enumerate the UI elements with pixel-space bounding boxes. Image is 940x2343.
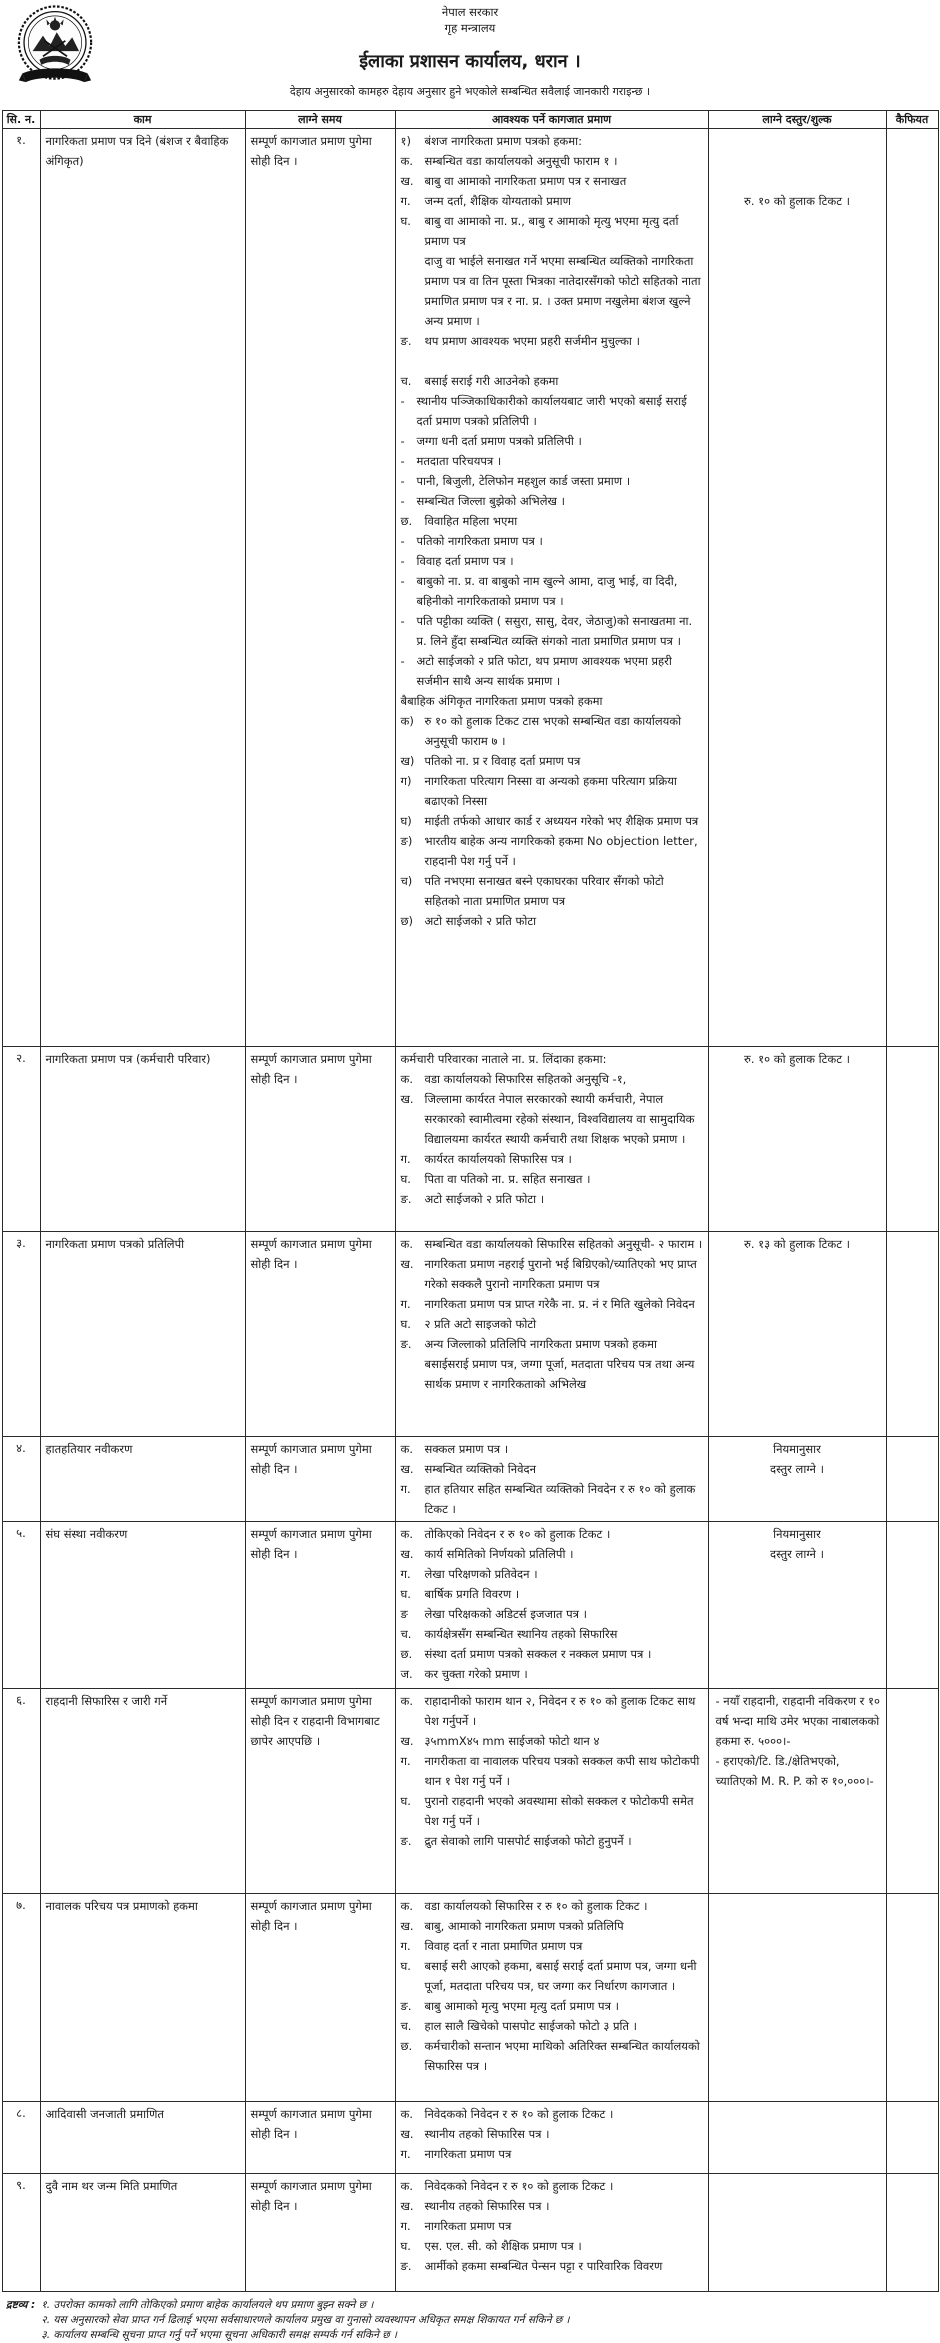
doc-item-label: क. (400, 1527, 413, 1541)
doc-item-text: पिता वा पतिको ना. प्र. सहित सनाखत । (424, 1172, 591, 1186)
document-header (0, 0, 940, 106)
doc-item-text: बार्षिक प्रगति विवरण । (424, 1587, 520, 1601)
doc-item-text: बाबु, आमाको नागरिकता प्रमाण पत्रको प्रतिलिपि (424, 1919, 624, 1933)
doc-item-label: ख. (400, 1092, 414, 1106)
doc-item (401, 431, 703, 451)
doc-item (401, 211, 703, 251)
doc-item-label: घ. (400, 1959, 411, 1973)
doc-item-text: लेखा परिक्षकको अडिटर्स इजजात पत्र । (424, 1607, 588, 1621)
doc-item-text: कार्यरत कार्यालयको सिफारिस पत्र । (424, 1152, 572, 1166)
doc-item-text: आर्मीको हकमा सम्बन्धित पेन्सन पट्टा र पारिवारिक विवरण (424, 2259, 663, 2273)
doc-item-label: घ. (400, 1587, 411, 1601)
cell-serial-number: ३. (2, 1232, 40, 1437)
cell-required-documents (395, 1437, 708, 1522)
doc-item (401, 171, 703, 191)
doc-item-label: क. (400, 1237, 413, 1251)
doc-item (401, 691, 703, 711)
doc-item-text: कर्मचारी परिवारका नाताले ना. प्र. लिंदाका हकमा: (400, 1052, 607, 1066)
doc-item (401, 1314, 703, 1334)
cell-remarks (886, 2102, 938, 2174)
footnote-item: २. यस अनुसारको सेवा प्राप्त गर्न ढिलाई भएमा सर्वसाधारणले कार्यालय प्रमुख वा गुनासो व्यवस्थापन अधिकृत समक्ष शिकायत गर्न सकिने छ । (41, 2314, 570, 2326)
doc-item (401, 1624, 703, 1644)
doc-item-label: - (400, 474, 405, 488)
doc-item-label: च. (400, 374, 412, 388)
cell-work: दुवै नाम थर जन्म मिति प्रमाणित (40, 2174, 245, 2292)
doc-item-text: विवाह दर्ता र नाता प्रमाणित प्रमाण पत्र (424, 1939, 583, 1953)
cell-serial-number: ८. (2, 2102, 40, 2174)
doc-item-label: छ) (400, 914, 414, 928)
doc-item-label: ङ. (400, 1834, 412, 1848)
doc-item (401, 2036, 703, 2076)
cell-remarks (886, 1047, 938, 1232)
doc-item (401, 371, 703, 391)
col-header-time: लाग्ने समय (245, 111, 395, 129)
cell-serial-number: ६. (2, 1689, 40, 1894)
doc-item-label: - (400, 554, 405, 568)
cell-remarks (886, 1894, 938, 2102)
doc-item-label: ग. (400, 2219, 411, 2233)
doc-item-text: बसाई सरी आएको हकमा, बसाई सराई दर्ता प्रमाण पत्र, जग्गा धनी पूर्जा, मतदाता परिचय पत्र, घर जग्गा कर निर्धारण कागजात । (424, 1959, 697, 1993)
doc-item (401, 811, 703, 831)
cell-work: नागरिकता प्रमाण पत्र दिने (बंशज र बैवाहिक अंगिकृत) (40, 129, 245, 1047)
doc-item-label: ङ) (400, 834, 413, 848)
doc-item-label: ग. (400, 194, 411, 208)
fee-line: दस्तुर लाग्ने । (770, 1462, 824, 1476)
cell-work: नागरिकता प्रमाण पत्र (कर्मचारी परिवार) (40, 1047, 245, 1232)
doc-item (401, 711, 703, 751)
cell-fee (708, 2102, 886, 2174)
doc-item (401, 2104, 703, 2124)
table-row (2, 2174, 938, 2292)
table-row (2, 1232, 938, 1437)
doc-item-text: भारतीय बाहेक अन्य नागरिकको हकमा No objection letter, राहदानी पेश गर्नु पर्ने । (424, 834, 698, 868)
cell-required-documents (395, 1894, 708, 2102)
table-row (2, 2102, 938, 2174)
table-row (2, 1437, 938, 1522)
doc-item (401, 2196, 703, 2216)
doc-item-text: स्थानीय पञ्जिकाधिकारीको कार्यालयबाट जारी भएको बसाई सराई दर्ता प्रमाण पत्रको प्रतिलिपी । (416, 394, 687, 428)
doc-item-text: अटो साईजको २ प्रति फोटा, थप प्रमाण आवश्यक भएमा प्रहरी सर्जमीन साथै अन्य सार्थक प्रमाण । (416, 654, 672, 688)
doc-item-label: ग. (400, 1297, 411, 1311)
doc-item-label: - (400, 654, 405, 668)
table-row (2, 1689, 938, 1894)
doc-item-text: संस्था दर्ता प्रमाण पत्रको सक्कल र नक्कल प्रमाण पत्र । (424, 1647, 652, 1661)
doc-item-text: बाबु वा आमाको नागरिकता प्रमाण पत्र र सनाखत (424, 174, 627, 188)
doc-item (401, 1459, 703, 1479)
doc-item (401, 1049, 703, 1069)
doc-item (401, 1664, 703, 1684)
footnotes-list (41, 2298, 569, 2343)
doc-item (401, 2124, 703, 2144)
ministry-name: गृह मन्त्रालय (444, 21, 496, 35)
doc-item (401, 1524, 703, 1544)
doc-item-text: बसाई सराई गरी आउनेको हकमा (424, 374, 559, 388)
cell-serial-number: ७. (2, 1894, 40, 2102)
cell-time: सम्पूर्ण कागजात प्रमाण पुगेमा सोही दिन । (245, 1437, 395, 1522)
doc-item-label: - (400, 574, 405, 588)
doc-item (401, 1169, 703, 1189)
doc-item (401, 1996, 703, 2016)
doc-item-label: क. (400, 2179, 413, 2193)
doc-item-text: बाबु आमाको मृत्यु भएमा मृत्यु दर्ता प्रमाण पत्र । (424, 1999, 619, 2013)
doc-item (401, 1479, 703, 1519)
doc-item (401, 151, 703, 171)
doc-item-label: च. (400, 2019, 412, 2033)
doc-item (401, 1334, 703, 1394)
doc-item-label: घ. (400, 1172, 411, 1186)
doc-item-label: छ. (400, 514, 413, 528)
fee-line: नियमानुसार (773, 1527, 821, 1541)
cell-fee (708, 1689, 886, 1894)
doc-item-text: स्थानीय तहको सिफारिस पत्र । (424, 2199, 550, 2213)
cell-required-documents (395, 1047, 708, 1232)
doc-item-label: - (400, 494, 405, 508)
doc-item-label: ङ. (400, 1337, 412, 1351)
doc-item (401, 1564, 703, 1584)
doc-item (401, 531, 703, 551)
doc-item-text: बंशज नागरिकता प्रमाण पत्रको हकमा: (424, 134, 582, 148)
charter-subtitle: देहाय अनुसारको कामहरु देहाय अनुसार हुने भएकोले सम्बन्धित सवैलाई जानकारी गराइन्छ । (289, 85, 651, 98)
table-row (2, 1894, 938, 2102)
doc-item-text: द्रुत सेवाको लागि पासपोर्ट साईजको फोटो हुनुपर्ने । (424, 1834, 632, 1848)
doc-item (401, 451, 703, 471)
doc-item-text: पानी, बिजुली, टेलिफोन महशुल कार्ड जस्ता प्रमाण । (416, 474, 631, 488)
table-row (2, 1047, 938, 1232)
doc-item (401, 491, 703, 511)
doc-item-text: बाबु वा आमाको ना. प्र., बाबु र आमाको मृत्यु भएमा मृत्यु दर्ता प्रमाण पत्र (424, 214, 679, 248)
table-body (2, 129, 938, 2292)
footnote-item: १. उपरोक्त कामको लागि तोकिएको प्रमाण बाहेक कार्यालयले थप प्रमाण बुझ्न सक्ने छ । (41, 2299, 374, 2311)
doc-item-text: २ प्रति अटो साइजको फोटो (424, 1317, 537, 1331)
doc-item-text: सक्कल प्रमाण पत्र । (424, 1442, 509, 1456)
col-header-fee: लाग्ने दस्तुर/शुल्क (708, 111, 886, 129)
doc-item-label: - (400, 614, 405, 628)
doc-item-text: पुरानो राहदानी भएको अवस्थामा सोको सक्कल र फोटोकपी समेत पेश गर्नु पर्ने । (424, 1794, 694, 1828)
cell-remarks (886, 129, 938, 1047)
doc-item (401, 1896, 703, 1916)
doc-item-text: बाबुको ना. प्र. वा बाबुको नाम खुल्ने आमा, दाजु भाई, वा दिदी, बहिनीको नागरिकताको प्रमाण पत्र । (416, 574, 678, 608)
doc-item (401, 2016, 703, 2036)
doc-item-label: ख. (400, 1547, 414, 1561)
col-header-work: काम (40, 111, 245, 129)
doc-item-text: पति पट्टीका व्यक्ति ( ससुरा, सासु, देवर, जेठाजु)को सनाखतमा ना. प्र. लिने हुँदा सम्बन्धित व्यक्ति संगको नाता प्रमाणित प्रमाण पत्र । (416, 614, 693, 648)
cell-fee (708, 1894, 886, 2102)
footnote-item: ३. कार्यालय सम्बन्धि सूचना प्राप्त गर्नु पर्ने भएमा सूचना अधिकारी समक्ष सम्पर्क गर्न सकिने छ । (41, 2329, 397, 2341)
doc-item-text: पतिको ना. प्र र विवाह दर्ता प्रमाण पत्र (424, 754, 581, 768)
doc-item-label: ख. (400, 1734, 414, 1748)
doc-item (401, 1691, 703, 1731)
doc-item (401, 2256, 703, 2276)
doc-item-label: घ. (400, 214, 411, 228)
cell-time: सम्पूर्ण कागजात प्रमाण पुगेमा सोही दिन । (245, 129, 395, 1047)
doc-item (401, 1644, 703, 1664)
doc-item (401, 1604, 703, 1624)
doc-item-label: क) (400, 714, 414, 728)
doc-item-label: क. (400, 1072, 413, 1086)
doc-item-text: नागरिकता प्रमाण नहराई पुरानो भई बिग्रिएको/च्यातिएको भए प्राप्त गरेको सक्कलै पुरानो नागरिकता प्रमाण पत्र (424, 1257, 697, 1291)
cell-work: नावालक परिचय पत्र प्रमाणको हकमा (40, 1894, 245, 2102)
footnotes-label: द्रष्टव्य : (6, 2299, 36, 2311)
doc-item (401, 2216, 703, 2236)
cell-time: सम्पूर्ण कागजात प्रमाण पुगेमा सोही दिन । (245, 1232, 395, 1437)
doc-item-text: अटो साईजको २ प्रति फोटा । (424, 1192, 545, 1206)
doc-item (401, 1791, 703, 1831)
fee-line: रु. १३ को हुलाक टिकट । (743, 1237, 851, 1251)
cell-fee (708, 2174, 886, 2292)
doc-item-text: नागरिकता प्रमाण पत्र (424, 2147, 512, 2161)
doc-item-label: - (400, 434, 405, 448)
doc-item-text: निवेदकको निवेदन र रु १० को हुलाक टिकट । (424, 2107, 614, 2121)
fee-line: - नयाँ राहदानी, राहदानी नविकरण र १० वर्ष भन्दा माथि उमेर भएका नाबालकको हकमा रु. ५०००।- (715, 1694, 881, 1748)
doc-item-label: ज. (400, 1667, 413, 1681)
cell-fee (708, 1522, 886, 1689)
doc-item-label: ङ. (400, 2259, 412, 2273)
doc-item-text: सम्बन्धित जिल्ला बुझेको अभिलेख । (416, 494, 565, 508)
doc-item (401, 1916, 703, 1936)
doc-item (401, 191, 703, 211)
fee-line: - हराएको/टि. डि./क्षेतिभएको, च्यातिएको M. R. P. को रु १०,०००।- (715, 1754, 874, 1788)
cell-fee (708, 1232, 886, 1437)
doc-item-label: क. (400, 1694, 413, 1708)
doc-item-text: सम्बन्धित वडा कार्यालयको सिफारिस सहितको अनुसूची- २ फाराम । (424, 1237, 703, 1251)
doc-item-label: १) (400, 134, 411, 148)
cell-serial-number: १. (2, 129, 40, 1047)
cell-serial-number: ४. (2, 1437, 40, 1522)
doc-item-text: विवाहित महिला भएमा (424, 514, 518, 528)
doc-item-text: विवाह दर्ता प्रमाण पत्र । (416, 554, 514, 568)
col-header-sn: सि. न. (2, 111, 40, 129)
doc-item-label: ङ (400, 1607, 408, 1621)
doc-item-text: हात हतियार सहित सम्बन्धित व्यक्तिको निवदेन र रु १० को हुलाक टिकट । (424, 1482, 696, 1516)
cell-work: हातहतियार नवीकरण (40, 1437, 245, 1522)
doc-item-text: स्थानीय तहको सिफारिस पत्र । (424, 2127, 550, 2141)
doc-item-text: जग्गा धनी दर्ता प्रमाण पत्रको प्रतिलिपी । (416, 434, 582, 448)
col-header-remarks: कैफियत (886, 111, 938, 129)
cell-remarks (886, 1437, 938, 1522)
doc-item (401, 471, 703, 491)
doc-item-label: ग. (400, 1482, 411, 1496)
doc-item-text: जन्म दर्ता, शैक्षिक योग्यताको प्रमाण (424, 194, 571, 208)
doc-item (401, 1731, 703, 1751)
cell-remarks (886, 1689, 938, 1894)
doc-item-label: ङ. (400, 1192, 412, 1206)
doc-item-text: मतदाता परिचयपत्र । (416, 454, 502, 468)
doc-item-text: कार्यक्षेत्रसँग सम्बन्धित स्थानिय तहको सिफारिस (424, 1627, 618, 1641)
doc-item-label: ख. (400, 1257, 414, 1271)
doc-item-text: तोकिएको निवेदन र रु १० को हुलाक टिकट । (424, 1527, 611, 1541)
footnotes (6, 2298, 940, 2343)
table-header (2, 111, 938, 129)
cell-remarks (886, 1232, 938, 1437)
cell-time: सम्पूर्ण कागजात प्रमाण पुगेमा सोही दिन । (245, 1047, 395, 1232)
doc-item (401, 1439, 703, 1459)
doc-item-label: ख. (400, 2127, 414, 2141)
doc-item (401, 831, 703, 871)
doc-item (401, 1069, 703, 1089)
doc-item-text: सम्बन्धित व्यक्तिको निवेदन (424, 1462, 537, 1476)
doc-item (401, 1956, 703, 1996)
doc-item-label: ग) (400, 774, 412, 788)
cell-serial-number: ९. (2, 2174, 40, 2292)
cell-remarks (886, 2174, 938, 2292)
services-table (2, 110, 939, 2292)
doc-item (401, 2236, 703, 2256)
doc-item-text: रु १० को हुलाक टिकट टास भएको सम्बन्धित वडा कार्यालयको अनुसूची फाराम ७ । (424, 714, 682, 748)
table-row (2, 1522, 938, 1689)
doc-item-text: कर्मचारीको सन्तान भएमा माथिको अतिरिक्त सम्बन्धित कार्यालयको सिफारिस पत्र । (424, 2039, 700, 2073)
cell-required-documents (395, 2174, 708, 2292)
doc-item-label: - (400, 394, 405, 408)
cell-work: नागरिकता प्रमाण पत्रको प्रतिलिपी (40, 1232, 245, 1437)
doc-item (401, 871, 703, 911)
fee-line: रु. १० को हुलाक टिकट । (743, 1052, 851, 1066)
doc-item (401, 131, 703, 151)
doc-item (401, 331, 703, 351)
doc-item-text: माईती तर्फको आधार कार्ड र अध्ययन गरेको भए शैक्षिक प्रमाण पत्र (424, 814, 699, 828)
doc-item-label: ङ. (400, 1999, 412, 2013)
doc-item (401, 771, 703, 811)
cell-remarks (886, 1522, 938, 1689)
doc-item-label: - (400, 454, 405, 468)
doc-item (401, 751, 703, 771)
doc-item-label: ग. (400, 1152, 411, 1166)
government-name: नेपाल सरकार (441, 5, 499, 19)
doc-item (401, 571, 703, 611)
cell-serial-number: २. (2, 1047, 40, 1232)
col-header-docs: आवश्यक पर्ने कागजात प्रमाण (395, 111, 708, 129)
doc-item-label: क. (400, 1442, 413, 1456)
doc-item (401, 651, 703, 691)
doc-item-label: छ. (400, 2039, 413, 2053)
doc-item-label: घ. (400, 1317, 411, 1331)
doc-item-text: सम्बन्धित वडा कार्यालयको अनुसूची फाराम १ । (424, 154, 618, 168)
doc-item (401, 2144, 703, 2164)
doc-item (401, 1831, 703, 1851)
doc-item-text: नागरिकता परित्याग निस्सा वा अन्यको हकमा परित्याग प्रक्रिया बढाएको निस्सा (424, 774, 677, 808)
cell-work: राहदानी सिफारिस र जारी गर्ने (40, 1689, 245, 1894)
doc-item-text: थप प्रमाण आवश्यक भएमा प्रहरी सर्जमीन मुचुल्का । (424, 334, 640, 348)
cell-time: सम्पूर्ण कागजात प्रमाण पुगेमा सोही दिन । (245, 2174, 395, 2292)
office-title: ईलाका प्रशासन कार्यालय, धरान । (359, 51, 581, 72)
doc-item-text: लेखा परिक्षणको प्रतिवेदन । (424, 1567, 538, 1581)
doc-item-label: क. (400, 1899, 413, 1913)
doc-item-text: राहादानीको फाराम थान २, निवेदन र रु १० को हुलाक टिकट साथ पेश गर्नुपर्ने । (424, 1694, 696, 1728)
doc-item-label: छ. (400, 1647, 413, 1661)
doc-item (401, 251, 703, 331)
cell-time: सम्पूर्ण कागजात प्रमाण पुगेमा सोही दिन । (245, 2102, 395, 2174)
doc-item-text: दाजु वा भाईले सनाखत गर्ने भएमा सम्बन्धित व्यक्तिको नागरिकता प्रमाण पत्र वा तिन पूस्ता भित्रका नातेदारसँगको फोटो सहितको नाता प्रमाणित प्रमाण पत्र र ना. प्र. । उक्त प्रमाण नखुलेमा बंशज खुल्ने अन्य प्रमाण । (424, 254, 701, 328)
cell-required-documents (395, 2102, 708, 2174)
doc-item-label: च) (400, 874, 413, 888)
doc-item-text: पतिको नागरिकता प्रमाण पत्र । (416, 534, 543, 548)
cell-time: सम्पूर्ण कागजात प्रमाण पुगेमा सोही दिन र राहदानी विभागबाट छापेर आएपछि । (245, 1689, 395, 1894)
doc-item (401, 391, 703, 431)
doc-item-label: ख. (400, 1462, 414, 1476)
doc-item-text: कर चुक्ता गरेको प्रमाण । (424, 1667, 528, 1681)
doc-item-text: वडा कार्यालयको सिफारिस सहितको अनुसूचि -१, (424, 1072, 627, 1086)
nepal-emblem-logo (12, 2, 98, 90)
doc-item-label (401, 251, 425, 331)
doc-item-text: निवेदकको निवेदन र रु १० को हुलाक टिकट । (424, 2179, 614, 2193)
cell-work: संघ संस्था नवीकरण (40, 1522, 245, 1689)
doc-item (401, 1584, 703, 1604)
cell-time: सम्पूर्ण कागजात प्रमाण पुगेमा सोही दिन । (245, 1522, 395, 1689)
doc-item (401, 1751, 703, 1791)
doc-item-label: घ) (400, 814, 412, 828)
doc-item-label: क. (400, 2107, 413, 2121)
doc-item-text: जिल्लामा कार्यरत नेपाल सरकारको स्थायी कर्मचारी, नेपाल सरकारको स्वामीत्वमा रहेको संस्थान, विश्वविद्यालय वा सामुदायिक विद्यालयमा कार्यरत स्थायी कर्मचारी तथा शिक्षक भएको प्रमाण । (424, 1092, 695, 1146)
doc-item (401, 1254, 703, 1294)
doc-item-text: ३५mmX४५ mm साईजको फोटो थान ४ (424, 1734, 600, 1748)
cell-fee (708, 1047, 886, 1232)
doc-item-label: ङ. (400, 334, 412, 348)
doc-item (401, 1294, 703, 1314)
doc-item (401, 551, 703, 571)
doc-item (401, 1189, 703, 1209)
doc-item-text: वडा कार्यालयको सिफारिस र रु १० को हुलाक टिकट । (424, 1899, 648, 1913)
doc-item (401, 1544, 703, 1564)
doc-item-label: घ. (400, 1794, 411, 1808)
cell-time: सम्पूर्ण कागजात प्रमाण पुगेमा सोही दिन । (245, 1894, 395, 2102)
doc-item-label: ख. (400, 174, 414, 188)
doc-item-label: ख. (400, 2199, 414, 2213)
doc-item-text: एस. एल. सी. को शैक्षिक प्रमाण पत्र । (424, 2239, 582, 2253)
doc-item-label: ग. (400, 1939, 411, 1953)
doc-item-label: ख) (400, 754, 415, 768)
doc-item-text: अटो साईजको २ प्रति फोटा (424, 914, 537, 928)
doc-item-label: ग. (400, 1567, 411, 1581)
cell-serial-number: ५. (2, 1522, 40, 1689)
doc-item (401, 1936, 703, 1956)
doc-item-text: पति नभएमा सनाखत बस्ने एकाघरका परिवार सँगको फोटो सहितको नाता प्रमाणित प्रमाण पत्र (424, 874, 664, 908)
doc-item-label: घ. (400, 2239, 411, 2253)
doc-item (401, 511, 703, 531)
cell-work: आदिवासी जनजाती प्रमाणित (40, 2102, 245, 2174)
table-row (2, 129, 938, 1047)
doc-item (401, 2176, 703, 2196)
cell-fee (708, 129, 886, 1047)
fee-line: दस्तुर लाग्ने । (770, 1547, 824, 1561)
doc-item-text: नागरिकता प्रमाण पत्र प्राप्त गरेकै ना. प्र. नं र मिति खुलेको निवेदन (424, 1297, 695, 1311)
fee-line: रु. १० को हुलाक टिकट । (743, 194, 851, 208)
cell-required-documents (395, 1232, 708, 1437)
doc-item-text: हाल सालै खिचेको पासपोट साईजको फोटो ३ प्रति । (424, 2019, 638, 2033)
doc-item-text: बैबाहिक अंगिकृत नागरिकता प्रमाण पत्रको हकमा (400, 694, 603, 708)
doc-item (401, 611, 703, 651)
doc-item-label: ख. (400, 1919, 414, 1933)
doc-item (401, 1089, 703, 1149)
doc-item-label: च. (400, 1627, 412, 1641)
doc-item (401, 1234, 703, 1254)
cell-required-documents (395, 1522, 708, 1689)
cell-required-documents (395, 1689, 708, 1894)
doc-item-text: नागरीकता वा नावालक परिचय पत्रको सक्कल कपी साथ फोटोकपी थान १ पेश गर्नु पर्ने । (424, 1754, 700, 1788)
doc-item-text: अन्य जिल्लाको प्रतिलिपि नागरिकता प्रमाण पत्रको हकमा बसाईसराई प्रमाण पत्र, जग्गा पूर्जा, मतदाता परिचय पत्र तथा अन्य सार्थक प्रमाण र नागरिकताको अभिलेख (424, 1337, 695, 1391)
fee-line: नियमानुसार (773, 1442, 821, 1456)
doc-item (401, 1149, 703, 1169)
doc-item-label: ग. (400, 1754, 411, 1768)
doc-item-text: कार्य समितिको निर्णयको प्रतिलिपी । (424, 1547, 574, 1561)
doc-item (401, 911, 703, 931)
doc-item-text: नागरिकता प्रमाण पत्र (424, 2219, 512, 2233)
doc-item-label: क. (400, 154, 413, 168)
cell-required-documents (395, 129, 708, 1047)
doc-item-label: ग. (400, 2147, 411, 2161)
cell-fee (708, 1437, 886, 1522)
doc-item-label: - (400, 534, 405, 548)
